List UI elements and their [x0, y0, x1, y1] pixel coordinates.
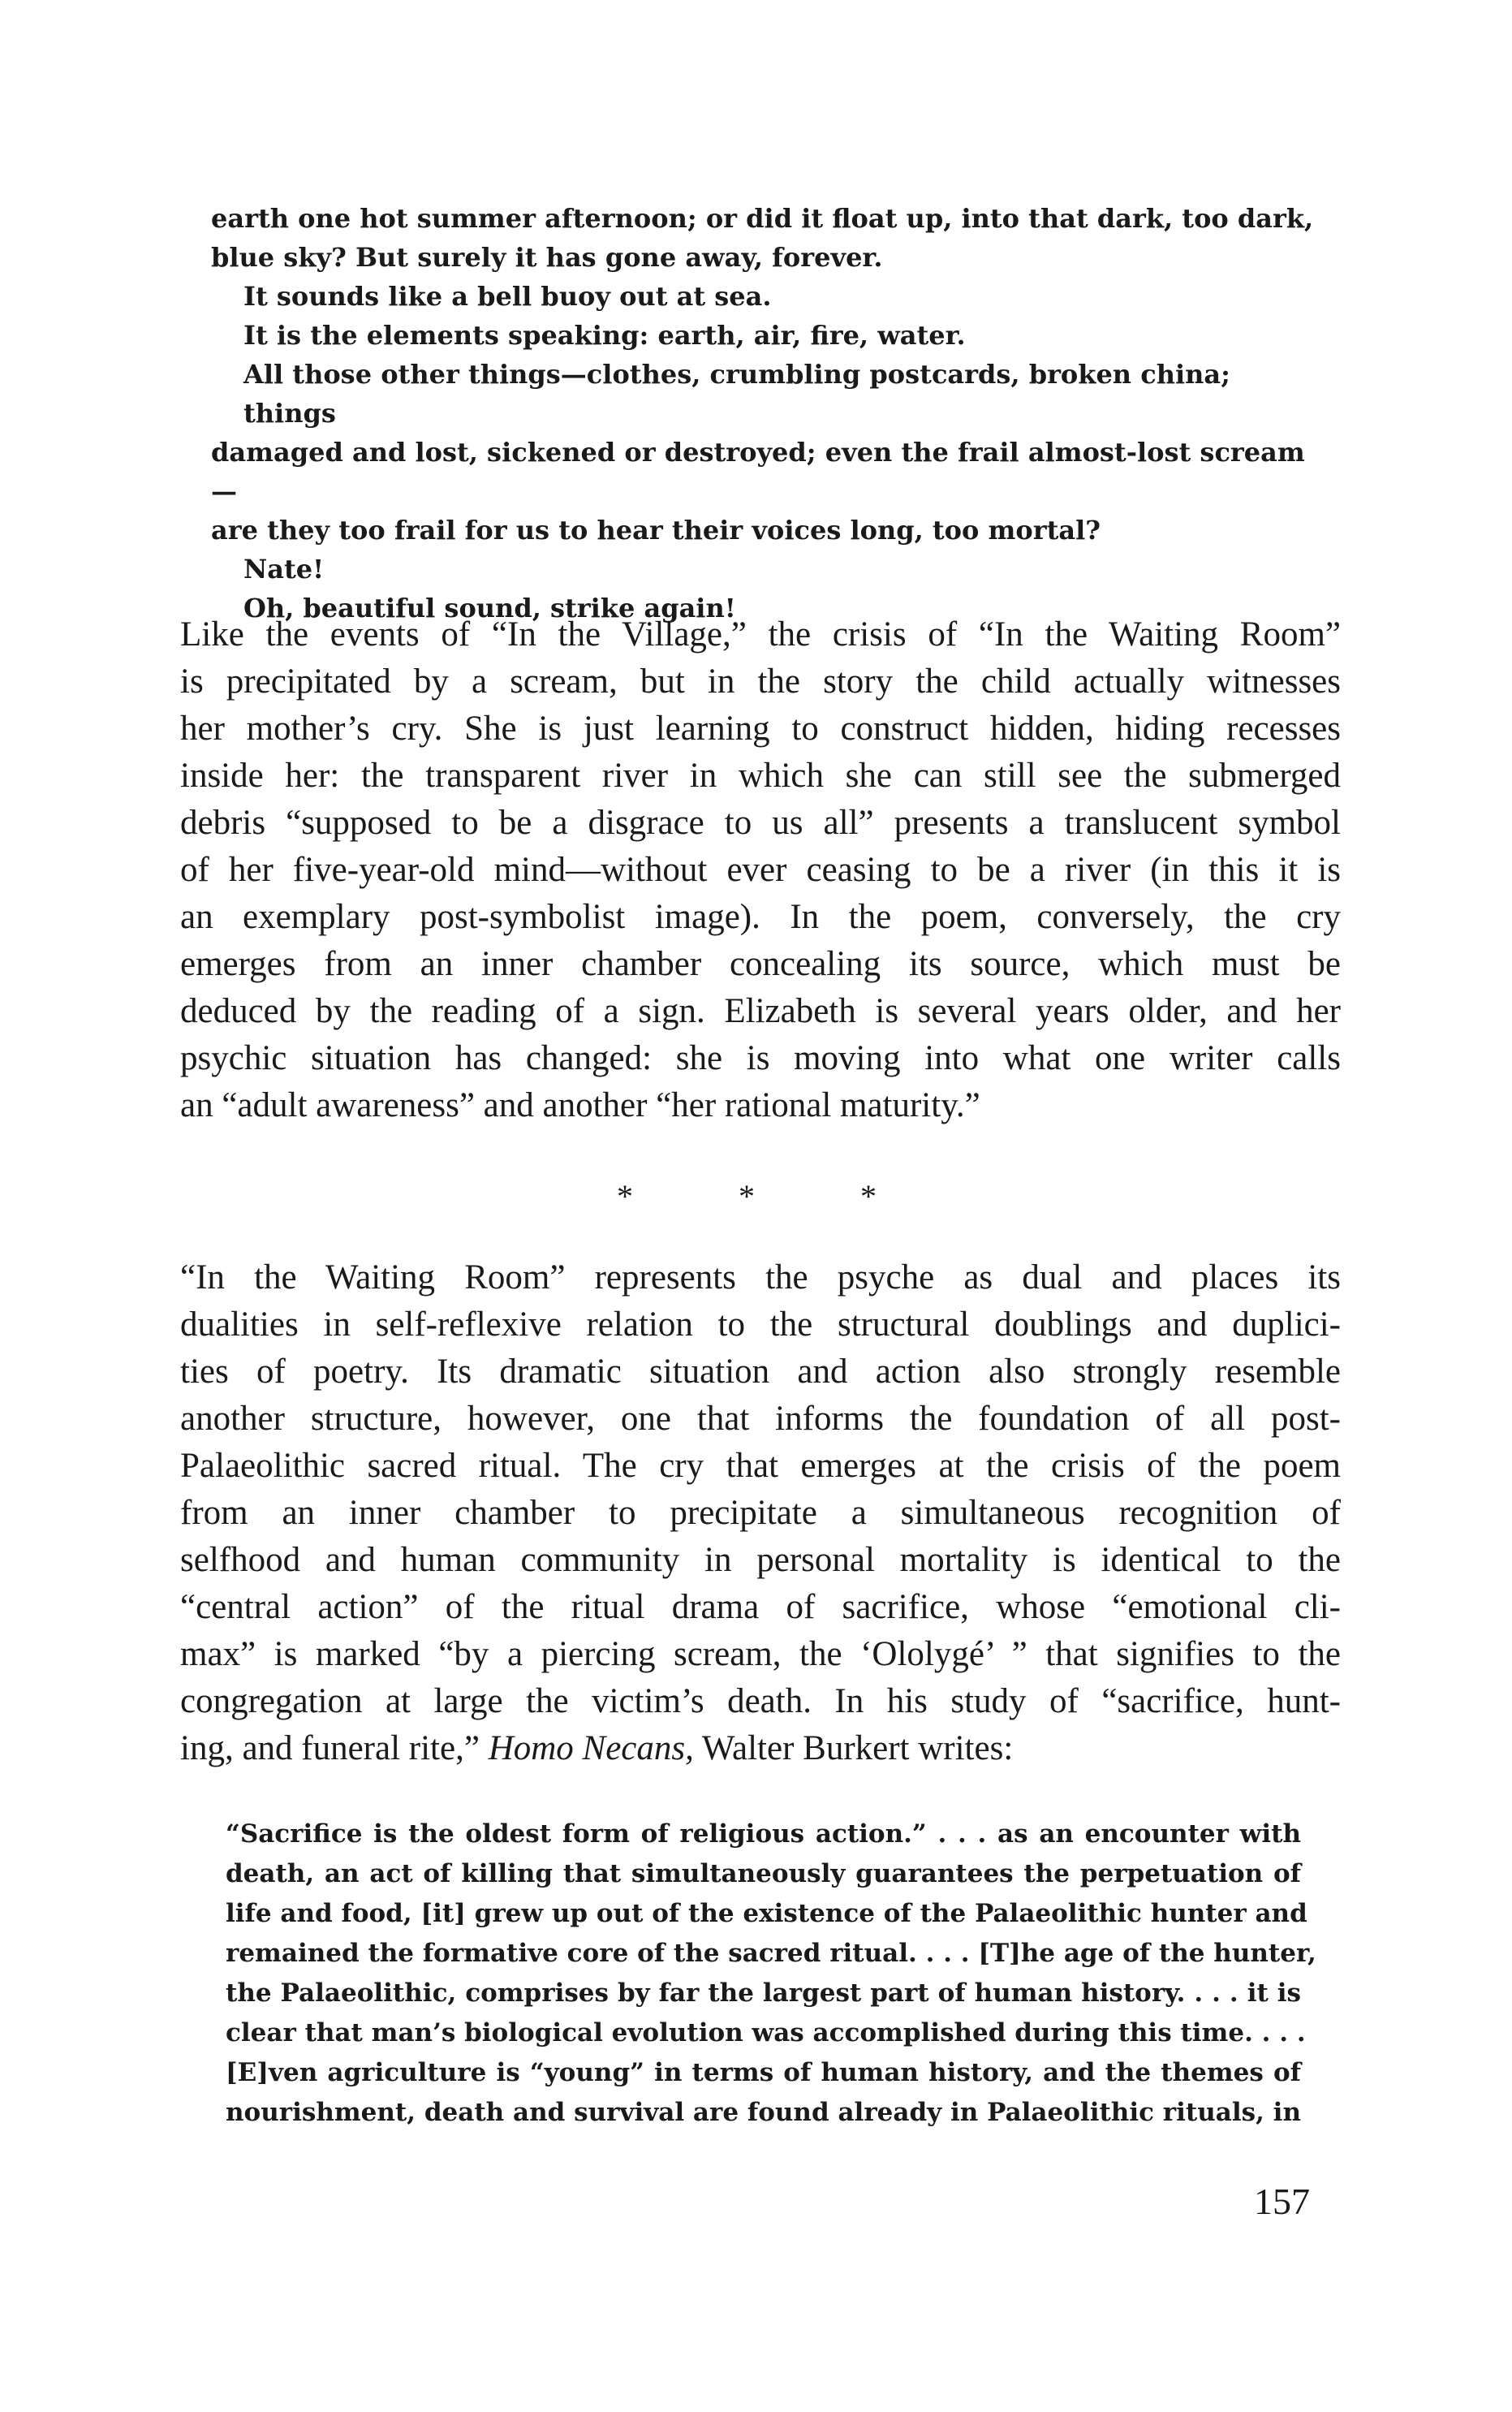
- paragraph-line: inside her: the transparent river in which she can still see the submerged: [180, 757, 1341, 795]
- poem-line: damaged and lost, sickened or destroyed; even the frail almost-lost scream—: [211, 437, 1305, 507]
- poem-line: All those other things—clothes, crumbling postcards, broken china; things: [243, 359, 1230, 429]
- section-break: [617, 1177, 877, 1215]
- poem-line: Nate!: [243, 554, 325, 585]
- paragraph-line: Palaeolithic sacred ritual. The cry that emerges at the crisis of the poem: [180, 1447, 1341, 1485]
- quote-line: the Palaeolithic, comprises by far the largest part of human history. . . . it is: [226, 1978, 1301, 2008]
- paragraph-line: dualities in self-reflexive relation to the structural doublings and duplici-: [180, 1305, 1341, 1344]
- paragraph-line: debris “supposed to be a disgrace to us all” presents a translucent symbol: [180, 804, 1341, 842]
- body-paragraph: [180, 1254, 1341, 1772]
- paragraph-line: another structure, however, one that informs the foundation of all post-: [180, 1400, 1341, 1438]
- quote-line: nourishment, death and survival are found already in Palaeolithic rituals, in: [226, 2098, 1301, 2127]
- body-paragraph: [180, 611, 1341, 1129]
- paragraph-line: emerges from an inner chamber concealing its source, which must be: [180, 945, 1341, 983]
- asterisk: *: [860, 1178, 877, 1215]
- text-span: ing, and funeral rite,”: [180, 1729, 489, 1767]
- quote-line: “Sacrifice is the oldest form of religious action.” . . . as an encounter with: [226, 1819, 1301, 1849]
- paragraph-line: deduced by the reading of a sign. Elizabeth is several years older, and her: [180, 992, 1341, 1030]
- asterisk: *: [739, 1178, 755, 1215]
- poem-line: blue sky? But surely it has gone away, forever.: [211, 242, 883, 273]
- paragraph-line: an exemplary post-symbolist image). In the poem, conversely, the cry: [180, 898, 1341, 936]
- quote-line: [E]ven agriculture is “young” in terms of human history, and the themes of: [226, 2058, 1301, 2087]
- poem-line: earth one hot summer afternoon; or did it float up, into that dark, too dark,: [211, 203, 1314, 234]
- paragraph-line: [180, 1725, 1341, 1772]
- paragraph-line: Like the events of “In the Village,” the crisis of “In the Waiting Room”: [180, 615, 1341, 654]
- quote-line: death, an act of killing that simultaneously guarantees the perpetuation of: [226, 1859, 1301, 1888]
- quote-line: clear that man’s biological evolution was accomplished during this time. . . .: [226, 2018, 1306, 2047]
- poem-line: are they too frail for us to hear their voices long, too mortal?: [211, 515, 1101, 546]
- paragraph-line: max” is marked “by a piercing scream, the ‘Ololygé’ ” that signifies to the: [180, 1635, 1341, 1673]
- paragraph-line: “central action” of the ritual drama of sacrifice, whose “emotional cli-: [180, 1588, 1341, 1626]
- quote-line: life and food, [it] grew up out of the existence of the Palaeolithic hunter and: [226, 1899, 1307, 1928]
- book-title: Homo Necans,: [488, 1729, 694, 1767]
- poem-excerpt: [211, 199, 1315, 628]
- page-number: 157: [1254, 2181, 1310, 2222]
- paragraph-line: ties of poetry. Its dramatic situation and action also strongly resemble: [180, 1353, 1341, 1391]
- paragraph-line: an “adult awareness” and another “her rational maturity.”: [180, 1086, 980, 1124]
- poem-line: It sounds like a bell buoy out at sea.: [243, 281, 772, 312]
- paragraph-line: of her five-year-old mind—without ever ceasing to be a river (in this it is: [180, 851, 1341, 889]
- block-quote: [226, 1814, 1316, 2133]
- paragraph-line: psychic situation has changed: she is moving into what one writer calls: [180, 1039, 1341, 1077]
- poem-line: Oh, beautiful sound, strike again!: [243, 593, 736, 623]
- paragraph-line: congregation at large the victim’s death. In his study of “sacrifice, hunt-: [180, 1682, 1341, 1720]
- quote-line: remained the formative core of the sacred ritual. . . . [T]he age of the hunter,: [226, 1939, 1316, 1968]
- text-span: Walter Burkert writes:: [693, 1729, 1014, 1767]
- paragraph-line: from an inner chamber to precipitate a simultaneous recognition of: [180, 1494, 1341, 1532]
- paragraph-line: is precipitated by a scream, but in the story the child actually witnesses: [180, 662, 1341, 701]
- paragraph-line: “In the Waiting Room” represents the psyche as dual and places its: [180, 1258, 1341, 1297]
- poem-line: It is the elements speaking: earth, air, fire, water.: [243, 320, 966, 351]
- paragraph-line: selfhood and human community in personal mortality is identical to the: [180, 1541, 1341, 1579]
- paragraph-line: her mother’s cry. She is just learning to construct hidden, hiding recesses: [180, 710, 1341, 748]
- asterisk: *: [617, 1178, 633, 1215]
